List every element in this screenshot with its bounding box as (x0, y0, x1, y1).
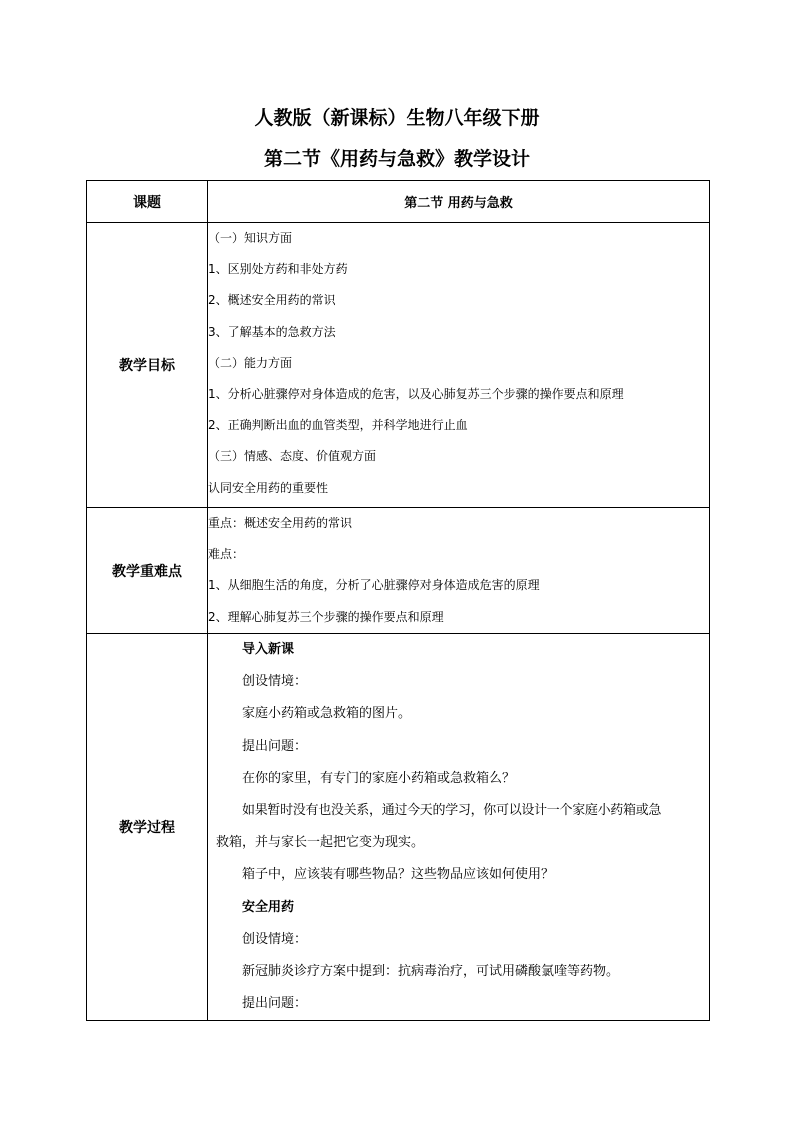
goals-content (208, 223, 710, 508)
goals-line: （一）知识方面 (208, 231, 293, 245)
goals-line: （二）能力方面 (208, 355, 293, 370)
table-row-key-points (87, 508, 710, 634)
process-label: 教学过程 (87, 634, 208, 1021)
table-row-topic (87, 181, 710, 223)
process-line: 箱子中，应该装有哪些物品？这些物品应该如何使用？ (242, 867, 555, 883)
goals-line: 1、区别处方药和非处方药 (208, 262, 348, 277)
process-line: 新冠肺炎诊疗方案中提到：抗病毒治疗，可试用磷酸氯喹等药物。 (242, 963, 620, 979)
key-points-content (208, 508, 710, 634)
table-row-process (87, 634, 710, 1021)
process-line: 创设情境： (242, 674, 308, 690)
document-title: 人教版（新课标）生物八年级下册 (254, 107, 540, 129)
document-subtitle: 第二节《用药与急救》教学设计 (263, 148, 530, 170)
goals-line: 2、概述安全用药的常识 (208, 293, 336, 308)
lesson-plan-table (86, 180, 710, 1021)
table-row-goals (87, 223, 710, 508)
goals-line: （三）情感、态度、价值观方面 (208, 449, 377, 464)
key-points-line: 重点：概述安全用药的常识 (208, 516, 353, 530)
goals-line: 认同安全用药的重要性 (208, 480, 329, 495)
process-heading: 安全用药 (242, 899, 295, 915)
process-line: 创设情境： (242, 931, 308, 947)
goals-line: 3、了解基本的急救方法 (208, 324, 336, 339)
topic-value: 第二节 用药与急救 (208, 181, 710, 223)
process-line: 提出问题： (242, 996, 308, 1012)
goals-line: 2、正确判断出血的血管类型，并科学地进行止血 (208, 418, 468, 433)
process-line: 提出问题： (242, 738, 308, 754)
process-heading: 导入新课 (242, 642, 295, 657)
process-line: 在你的家里，有专门的家庭小药箱或急救箱么？ (242, 770, 516, 786)
key-points-line: 1、从细胞生活的角度，分析了心脏骤停对身体造成危害的原理 (208, 578, 540, 593)
process-line: 家庭小药箱或急救箱的图片。 (242, 706, 412, 722)
key-points-line: 难点： (208, 547, 245, 562)
topic-label: 课题 (87, 181, 208, 223)
key-points-line: 2、理解心肺复苏三个步骤的操作要点和原理 (208, 609, 444, 624)
goals-line: 1、分析心脏骤停对身体造成的危害，以及心肺复苏三个步骤的操作要点和原理 (208, 386, 624, 401)
process-line: 如果暂时没有也没关系，通过今天的学习，你可以设计一个家庭小药箱或急 (242, 802, 662, 818)
goals-label: 教学目标 (87, 223, 208, 508)
key-points-label: 教学重难点 (87, 508, 208, 634)
process-line: 救箱，并与家长一起把它变为现实。 (216, 835, 425, 851)
process-content (208, 634, 710, 1021)
